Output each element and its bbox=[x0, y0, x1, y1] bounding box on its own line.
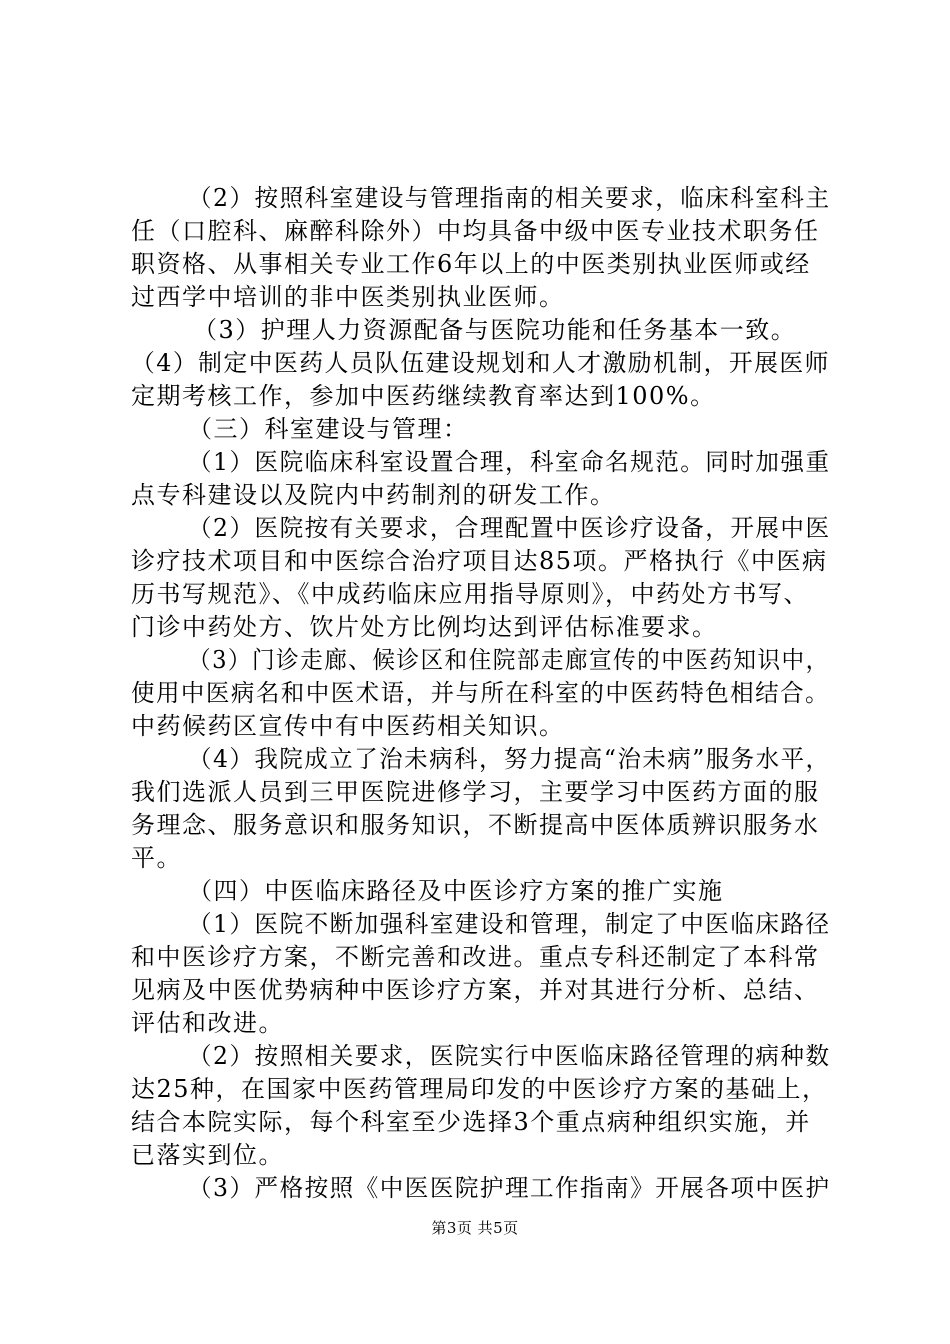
text-line: 诊疗技术项目和中医综合治疗项目达85项。严格执行《中医病 bbox=[131, 547, 828, 575]
section-heading: （四）中医临床路径及中医诊疗方案的推广实施 bbox=[188, 877, 724, 905]
text-line: （1）医院不断加强科室建设和管理，制定了中医临床路径 bbox=[188, 910, 831, 938]
text-line: 使用中医病名和中医术语，并与所在科室的中医药特色相结合。 bbox=[131, 679, 831, 707]
text-line: 务理念、服务意识和服务知识，不断提高中医体质辨识服务水 bbox=[131, 811, 820, 839]
text-line: 历书写规范》、《中成药临床应用指导原则》，中药处方书写、 bbox=[131, 580, 809, 608]
text-line: （1）医院临床科室设置合理，科室命名规范。同时加强重 bbox=[188, 448, 831, 476]
text-line: 任（口腔科、麻醉科除外）中均具备中级中医专业技术职务任 bbox=[131, 217, 820, 245]
text-line: （4）制定中医药人员队伍建设规划和人才激励机制，开展医师 bbox=[131, 349, 830, 377]
text-line: （3）门诊走廊、候诊区和住院部走廊宣传的中医药知识中， bbox=[188, 646, 830, 674]
text-line: 和中医诊疗方案，不断完善和改进。重点专科还制定了本科常 bbox=[131, 943, 820, 971]
text-line: （4）我院成立了治未病科，努力提高“治未病”服务水平， bbox=[188, 745, 831, 773]
text-line: （2）按照科室建设与管理指南的相关要求，临床科室科主 bbox=[188, 184, 831, 212]
text-line: 见病及中医优势病种中医诊疗方案，并对其进行分析、总结、 bbox=[131, 976, 820, 1004]
text-line: （3）严格按照《中医医院护理工作指南》开展各项中医护 bbox=[188, 1174, 831, 1202]
text-line: （2）按照相关要求，医院实行中医临床路径管理的病种数 bbox=[188, 1042, 831, 1070]
text-line: 达25种，在国家中医药管理局印发的中医诊疗方案的基础上， bbox=[131, 1075, 828, 1103]
text-line: 结合本院实际，每个科室至少选择3个重点病种组织实施，并 bbox=[131, 1108, 811, 1136]
text-line: 中药候药区宣传中有中医药相关知识。 bbox=[131, 712, 565, 740]
text-line: 点专科建设以及院内中药制剂的研发工作。 bbox=[131, 481, 616, 509]
text-line: 职资格、从事相关专业工作6年以上的中医类别执业医师或经 bbox=[131, 250, 811, 278]
text-line: 定期考核工作，参加中医药继续教育率达到100%。 bbox=[131, 382, 716, 410]
text-line: 平。 bbox=[131, 844, 182, 872]
page-number-footer: 第3页 共5页 bbox=[431, 1219, 519, 1237]
section-heading: （三）科室建设与管理： bbox=[188, 415, 469, 443]
text-line: 已落实到位。 bbox=[131, 1141, 284, 1169]
text-line: 门诊中药处方、饮片处方比例均达到评估标准要求。 bbox=[131, 613, 718, 641]
text-line: （3）护理人力资源配备与医院功能和任务基本一致。 bbox=[193, 316, 797, 344]
text-line: （2）医院按有关要求，合理配置中医诊疗设备，开展中医 bbox=[188, 514, 831, 542]
text-line: 评估和改进。 bbox=[131, 1009, 284, 1037]
text-line: 过西学中培训的非中医类别执业医师。 bbox=[131, 283, 565, 311]
text-line: 我们选派人员到三甲医院进修学习，主要学习中医药方面的服 bbox=[131, 778, 820, 806]
